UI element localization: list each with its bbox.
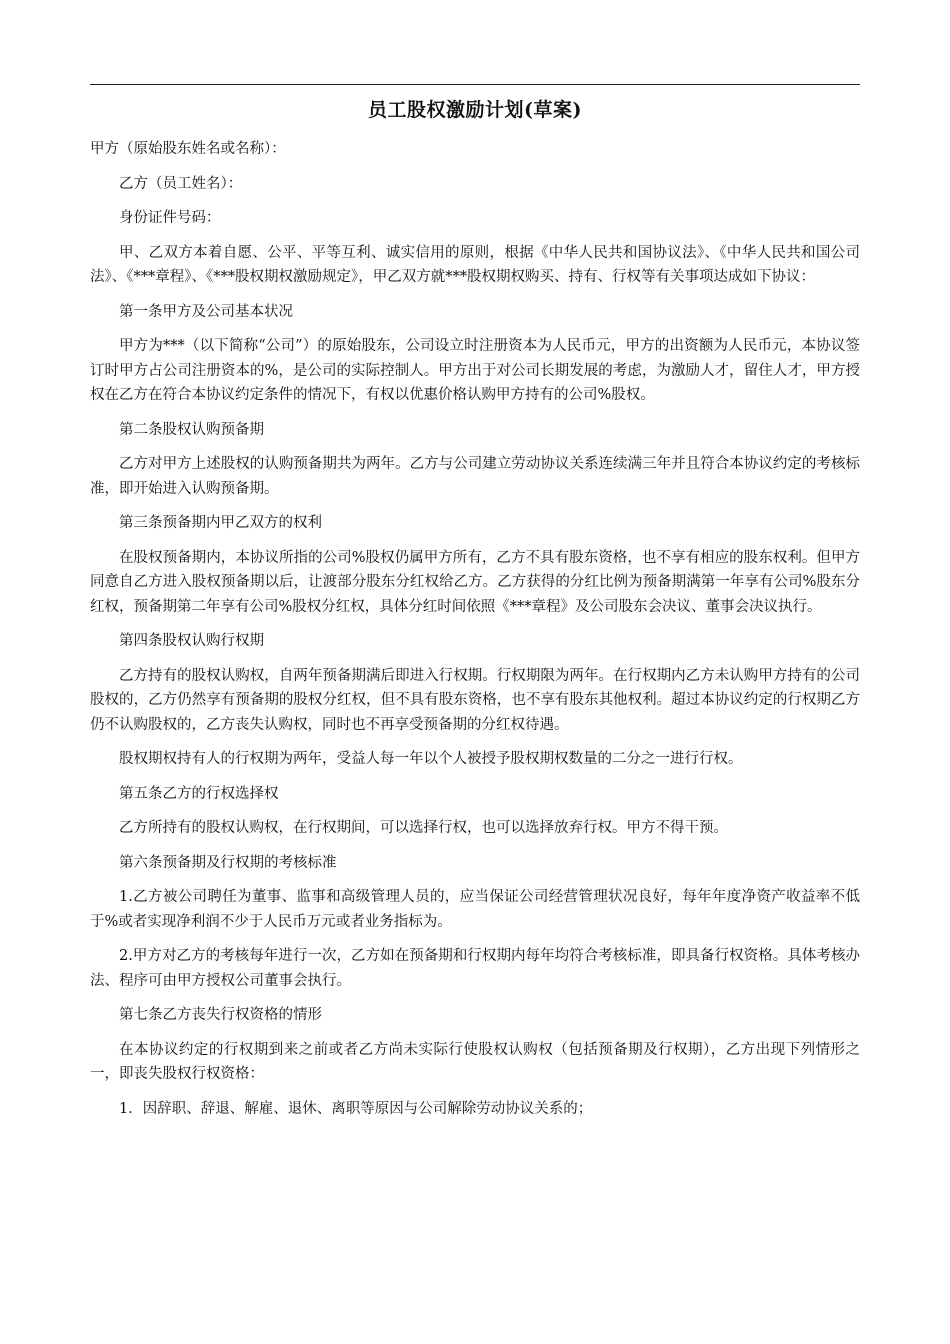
article-2-heading: 第二条股权认购预备期 (119, 421, 264, 438)
header-rule (90, 84, 860, 85)
article-6-item-2: 2.甲方对乙方的考核每年进行一次，乙方如在预备期和行权期内每年均符合考核标准，即具备行权资格。具体考核办法、程序可由甲方授权公司董事会执行。 (90, 948, 860, 989)
article-6-heading: 第六条预备期及行权期的考核标准 (119, 854, 337, 871)
article-3-body: 在股权预备期内，本协议所指的公司%股权仍属甲方所有，乙方不具有股东资格，也不享有相应的股东权利。但甲方同意自乙方进入股权预备期以后，让渡部分股东分红权给乙方。乙方获得的分红比例为预备期满第一年享有公司%股东分红权，预备期第二年享有公司%股权分红权，具体分红时间依照《***章程》及公司股东会决议、董事会决议执行。 (90, 549, 860, 615)
document-page (90, 84, 860, 1131)
article-7-body: 在本协议约定的行权期到来之前或者乙方尚未实际行使股权认购权（包括预备期及行权期），乙方出现下列情形之一，即丧失股权行权资格： (90, 1041, 860, 1082)
party-b-line: 乙方（员工姓名）： (119, 175, 243, 192)
article-7-item-1: 1．因辞职、辞退、解雇、退休、离职等原因与公司解除劳动协议关系的； (119, 1100, 593, 1117)
article-4-heading: 第四条股权认购行权期 (119, 633, 264, 649)
id-number-line: 身份证件号码： (119, 210, 221, 226)
article-3-heading: 第三条预备期内甲乙双方的权利 (119, 515, 322, 531)
article-5-heading: 第五条乙方的行权选择权 (119, 785, 279, 802)
article-4-body-2: 股权期权持有人的行权期为两年，受益人每一年以个人被授予股权期权数量的二分之一进行行权。 (119, 751, 743, 767)
article-4-body: 乙方持有的股权认购权，自两年预备期满后即进入行权期。行权期限为两年。在行权期内乙方未认购甲方持有的公司股权的，乙方仍然享有预备期的股权分红权，但不具有股东资格，也不享有股东其他权利。超过本协议约定的行权期乙方仍不认购股权的，乙方丧失认购权，同时也不再享受预备期的分红权待遇。 (90, 667, 860, 733)
article-1-heading: 第一条甲方及公司基本状况 (119, 303, 293, 320)
article-2-body: 乙方对甲方上述股权的认购预备期共为两年。乙方与公司建立劳动协议关系连续满三年并且符合本协议约定的考核标准，即开始进入认购预备期。 (90, 456, 860, 497)
article-7-heading: 第七条乙方丧失行权资格的情形 (119, 1007, 322, 1023)
article-1-body: 甲方为***（以下简称“公司”）的原始股东，公司设立时注册资本为人民币元，甲方的出资额为人民币元，本协议签订时甲方占公司注册资本的%，是公司的实际控制人。甲方出于对公司长期发展的考虑，为激励人才，留住人才，甲方授权在乙方在符合本协议约定条件的情况下，有权以优惠价格认购甲方持有的公司%股权。 (90, 338, 860, 403)
article-6-item-1: 1.乙方被公司聘任为董事、监事和高级管理人员的，应当保证公司经营管理状况良好，每年年度净资产收益率不低于%或者实现净利润不少于人民币万元或者业务指标为。 (90, 889, 860, 930)
preamble-paragraph: 甲、乙双方本着自愿、公平、平等互利、诚实信用的原则，根据《中华人民共和国协议法》、《中华人民共和国公司法》、《***章程》、《***股权期权激励规定》，甲乙双方就***股权期权购买、持有、行权等有关事项达成如下协议： (90, 244, 860, 285)
article-5-body: 乙方所持有的股权认购权，在行权期间，可以选择行权，也可以选择放弃行权。甲方不得干预。 (119, 820, 728, 836)
party-a-line: 甲方（原始股东姓名或名称）： (90, 141, 286, 157)
document-title: 员工股权激励计划(草案) (368, 99, 582, 121)
